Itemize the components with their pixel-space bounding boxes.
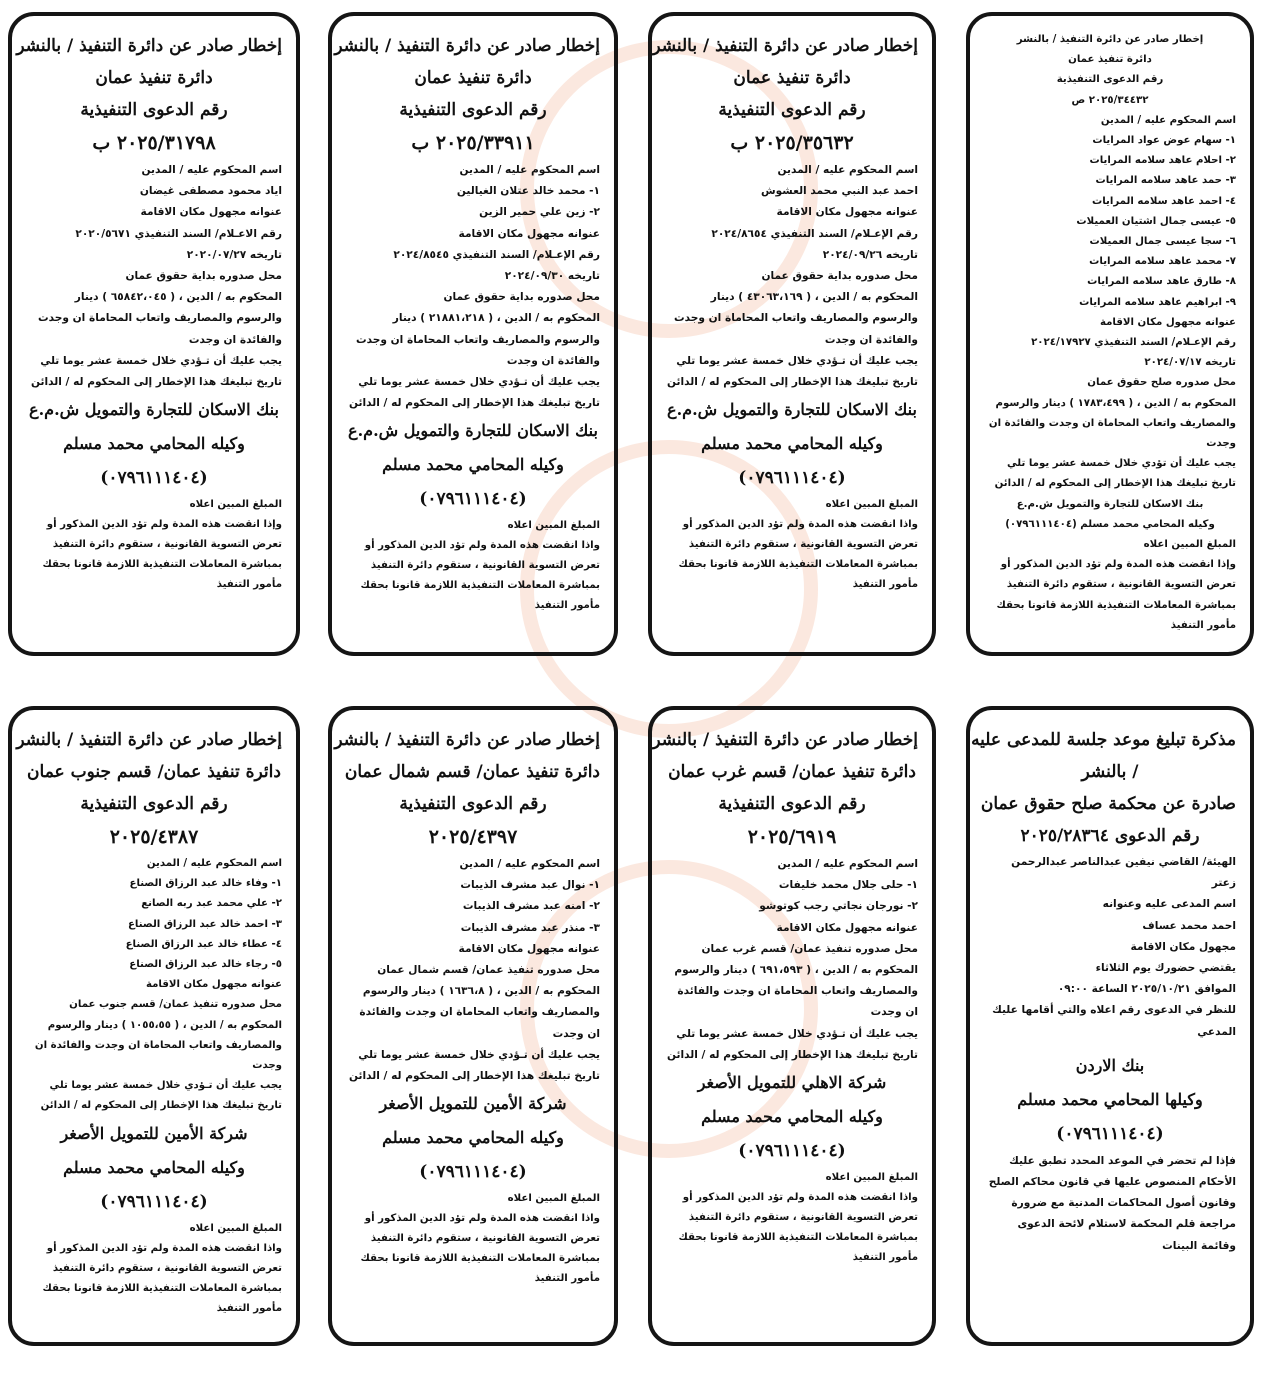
address-line: عنوانه مجهول مكان الاقامة: [458, 942, 600, 955]
creditor-company: شركة الاهلي للتمويل الأصغر: [697, 1073, 887, 1093]
case-label: رقم الدعوى التنفيذية: [1056, 74, 1164, 86]
debtor-line: ١- وفاء خالد عبد الرزاق الصناع: [129, 878, 282, 890]
officer-signature: مأمور التنفيذ: [534, 1273, 600, 1285]
debtor-line: احمد عبد النبي محمد العشوش: [761, 185, 918, 198]
debtor-line: ٣- منذر عبد مشرف الذيبات: [460, 921, 600, 934]
debtor-line: اياد محمود مصطفى غيضان: [139, 185, 282, 198]
officer-signature: مأمور التنفيذ: [852, 579, 918, 591]
officer-signature: مأمور التنفيذ: [852, 1252, 918, 1264]
debtor-line: اسم المحكوم عليه / المدين: [777, 164, 918, 176]
notice-court-summons-28364: [966, 706, 1254, 1346]
payment-warning: يجب عليك أن تـؤدي خلال خمسة عشر يوما تلي تاريخ تبليغك هذا الإخطار إلى المحكوم له / الدائن: [349, 1048, 600, 1083]
address-line: عنوانه مجهول مكان الاقامة: [776, 206, 918, 219]
judgment-amount: المحكوم به / الدين ، ( ١٠٥٥،٥٥ ) دينار والرسوم والمصاريف واتعاب المحاماة ان وجدت والفائدة ان وجدت: [34, 1019, 282, 1072]
ruling-number: رقم الإعـلام/ السند التنفيذي ٢٠٢٤/١٧٩٢٧: [1031, 337, 1236, 349]
case-number: ٢٠٢٥/٣٣٩١١ ب: [411, 132, 535, 154]
lawyer-phone: (٠٧٩٦١١١٤٠٤): [100, 1191, 208, 1212]
case-label: رقم الدعوى التنفيذية: [399, 794, 547, 814]
amount-note: المبلغ المبين اعلاه: [825, 499, 918, 511]
issuing-court: محل صدوره صلح حقوق عمان: [1087, 377, 1236, 389]
lawyer-name: وكيله المحامي محمد مسلم: [382, 455, 564, 475]
creditor-company: شركة الأمين للتمويل الأصغر: [379, 1094, 567, 1114]
judgment-amount: المحكوم به / الدين ، ( ٦٩١،٥٩٣ ) دينار والرسوم والمصاريف واتعاب المحاماة ان وجدت والفائدة ان وجدت: [674, 964, 918, 1019]
department: دائرة تنفيذ عمان: [1068, 54, 1152, 66]
lawyer-name: وكيلها المحامي محمد مسلم: [1017, 1089, 1203, 1109]
notice-execution-6919: [648, 706, 936, 1346]
notice-title: إخطار صادر عن دائرة التنفيذ / بالنشر: [334, 730, 600, 750]
lawyer-name: وكيله المحامي محمد مسلم: [701, 434, 883, 454]
case-number: رقم الدعوى ٢٠٢٥/٢٨٣٦٤: [1020, 826, 1200, 846]
case-number: ٢٠٢٥/٣١٧٩٨ ب: [92, 132, 216, 154]
department: دائرة تنفيذ عمان/ قسم جنوب عمان: [27, 762, 281, 782]
creditor-bank: بنك الاسكان للتجارة والتمويل ش.م.ع: [29, 400, 279, 420]
notice-title: إخطار صادر عن دائرة التنفيذ / بالنشر: [16, 730, 282, 750]
notice-execution-35632: [648, 12, 936, 656]
officer-signature: مأمور التنفيذ: [1170, 619, 1236, 631]
ruling-date: تاريخه ٢٠٢٤/٠٩/٢٦: [822, 248, 918, 261]
notice-title: إخطار صادر عن دائرة التنفيذ / بالنشر: [652, 36, 918, 56]
debtor-line: ٩- ابراهيم عاهد سلامه المرايات: [1079, 296, 1236, 308]
amount-note: المبلغ المبين اعلاه: [507, 1193, 600, 1205]
address-line: عنوانه مجهول مكان الاقامة: [140, 206, 282, 219]
defendant-line: احمد محمد عساف: [1142, 919, 1236, 932]
department: دائرة تنفيذ عمان: [95, 68, 213, 88]
address-line: عنوانه مجهول مكان الاقامة: [458, 227, 600, 240]
lawyer-phone: (٠٧٩٦١١١٤٠٤): [738, 468, 846, 489]
payment-warning: يجب عليك أن تـؤدي خلال خمسة عشر يوما تلي تاريخ تبليغك هذا الإخطار إلى المحكوم له / الدائن: [40, 1080, 282, 1112]
case-label: رقم الدعوى التنفيذية: [718, 794, 866, 814]
issuing-court: محل صدوره بداية حقوق عمان: [443, 291, 600, 304]
creditor-company: شركة الأمين للتمويل الأصغر: [60, 1123, 248, 1143]
officer-signature: مأمور التنفيذ: [534, 600, 600, 612]
ruling-date: تاريخه ٢٠٢٤/٠٩/٣٠: [504, 270, 600, 283]
issuing-court: محل صدوره تنفيذ عمان/ قسم شمال عمان: [377, 964, 600, 977]
debtor-line: اسم المحكوم عليه / المدين: [459, 164, 600, 176]
debtor-line: ٦- سجا عيسى جمال العميلات: [1089, 236, 1236, 248]
notice-title: إخطار صادر عن دائرة التنفيذ / بالنشر: [16, 36, 282, 56]
notice-subtitle: / بالنشر: [1081, 762, 1139, 782]
department: دائرة تنفيذ عمان/ قسم شمال عمان: [344, 762, 600, 782]
officer-signature: مأمور التنفيذ: [216, 1302, 282, 1314]
notice-execution-33911: [328, 12, 618, 656]
payment-warning: يجب عليك أن تؤدي خلال خمسة عشر يوما تلي تاريخ تبليغك هذا الإخطار إلى المحكوم له / الدائن: [994, 458, 1236, 490]
lawyer-phone: (٠٧٩٦١١١٤٠٤): [1056, 1123, 1164, 1144]
debtor-line: ٢- علي محمد عبد ربه الصانع: [141, 898, 282, 910]
payment-warning: يجب عليك أن تـؤدي خلال خمسة عشر يوما تلي تاريخ تبليغك هذا الإخطار إلى المحكوم له / الدائن: [667, 1027, 918, 1061]
lawyer-phone: (٠٧٩٦١١١٤٠٤): [738, 1141, 846, 1162]
debtor-line: ٨- طارق عاهد سلامه المرايات: [1087, 276, 1236, 288]
debtor-line: اسم المحكوم عليه / المدين: [146, 858, 282, 869]
case-label: رقم الدعوى التنفيذية: [80, 794, 228, 814]
department: دائرة تنفيذ عمان/ قسم غرب عمان: [668, 762, 916, 782]
department: دائرة تنفيذ عمان: [414, 68, 532, 88]
plaintiff-bank: بنك الاردن: [1075, 1055, 1145, 1075]
debtor-line: ٢- زين علي حمير الزين: [479, 206, 600, 219]
issuing-court: محل صدوره بداية حقوق عمان: [125, 270, 282, 283]
notice-title: مذكرة تبليغ موعد جلسة للمدعى عليه: [971, 730, 1236, 750]
debtor-line: ٢- امنه عبد مشرف الذيبات: [462, 900, 600, 913]
case-number: ٢٠٢٥/٦٩١٩: [747, 826, 837, 848]
officer-signature: مأمور التنفيذ: [216, 579, 282, 591]
debtor-line: اسم المحكوم عليه / المدين: [777, 858, 918, 870]
debtor-line: ٥- عيسى جمال اشتيان العميلات: [1076, 215, 1236, 227]
issuing-court: محل صدوره تنفيذ عمان/ قسم جنوب عمان: [69, 999, 282, 1011]
case-label: رقم الدعوى التنفيذية: [80, 100, 228, 120]
notice-title: إخطار صادر عن دائرة التنفيذ / بالنشر: [1016, 34, 1204, 45]
notice-title: إخطار صادر عن دائرة التنفيذ / بالنشر: [652, 730, 918, 750]
issuing-court: محل صدوره تنفيذ عمان/ قسم غرب عمان: [701, 942, 918, 955]
issuing-court: محل صدوره بداية حقوق عمان: [761, 270, 918, 283]
judgment-amount: المحكوم به / الدين ، ( ٦٥٨٤٢،٠٤٥ ) دينار والرسوم والمصاريف واتعاب المحاماة ان وجدت والفائدة ان وجدت: [37, 291, 282, 346]
ruling-number: رقم الإعـلام/ السند التنفيذي ٢٠٢٤/٨٥٤٥: [393, 248, 600, 261]
payment-warning: يجب عليك أن تـؤدي خلال خمسة عشر يوما تلي تاريخ تبليغك هذا الإخطار إلى المحكوم له / الدائن: [31, 354, 282, 389]
address-line: عنوانه مجهول مكان الاقامة: [1099, 316, 1236, 328]
address-line: عنوانه مجهول مكان الاقامة: [145, 979, 282, 991]
ruling-number: رقم الاعـلام/ السند التنفيذي ٢٠٢٠/٥٦٧١: [75, 227, 282, 240]
debtor-line: اسم المحكوم عليه / المدين: [141, 164, 282, 176]
notice-execution-31798: [8, 12, 300, 656]
hearing-day: يقتضي حضورك يوم الثلاثاء: [1095, 962, 1236, 975]
hearing-date-time: الموافق ٢٠٢٥/١٠/٢١ الساعة ٠٩:٠٠: [1057, 983, 1236, 996]
judge-panel: الهيئة/ القاضي نيفين عبدالناصر عبدالرحمن زعتر: [1011, 856, 1236, 890]
closing-text: واذا انقضت هذه المدة ولم تؤد الدين المذكور أو تعرض التسوية القانونية ، ستقوم دائرة التنفيذ بمباشرة المعاملات التنفيذية اللازمة قانونا بحقك: [360, 540, 600, 592]
notice-execution-4397: [328, 706, 618, 1346]
debtor-line: ٢- نورجان نجاتي رجب كوتوشو: [759, 900, 918, 913]
amount-note: المبلغ المبين اعلاه: [189, 499, 282, 511]
judgment-amount: المحكوم به / الدين ، ( ٢١٨٨١،٢١٨ ) دينار والرسوم والمصاريف واتعاب المحاماة ان وجدت والفائدة ان وجدت: [355, 312, 600, 367]
case-label: رقم الدعوى التنفيذية: [399, 100, 547, 120]
closing-text: واذا انقضت هذه المدة ولم تؤد الدين المذكور أو تعرض التسوية القانونية ، ستقوم دائرة التنفيذ بمباشرة المعاملات التنفيذية اللازمة قانونا بحقك: [678, 519, 918, 571]
debtor-line: اسم المحكوم عليه / المدين: [459, 858, 600, 870]
judgment-amount: المحكوم به / الدين ، ( ١٧٨٣،٤٩٩ ) دينار والرسوم والمصاريف واتعاب المحاماة ان وجدت والفائدة ان وجدت: [988, 397, 1236, 450]
case-number: ٢٠٢٥/٣٥٦٣٢ ب: [730, 132, 854, 154]
payment-warning: يجب عليك أن تـؤدي خلال خمسة عشر يوما تلي تاريخ تبليغك هذا الإخطار إلى المحكوم له / الدائن: [667, 354, 918, 389]
case-number: ٢٠٢٥/٤٣٩٧: [428, 826, 518, 848]
case-label: رقم الدعوى التنفيذية: [718, 100, 866, 120]
lawyer-phone: (٠٧٩٦١١١٤٠٤): [100, 468, 208, 489]
debtor-line: ٤- احمد عاهد سلامه المرايات: [1091, 195, 1236, 207]
closing-text: فإذا لم تحضر في الموعد المحدد تطبق عليك الأحكام المنصوص عليها في قانون محاكم الصلح وقانون أصول المحاكمات المدنية مع ضرورة مراجعة قلم المحكمة لاستلام لائحة الدعوى وقائمة البينات: [988, 1154, 1236, 1252]
debtor-line: ٢- احلام عاهد سلامه المرايات: [1089, 155, 1236, 167]
debtor-line: ١- حلى جلال محمد خليفات: [778, 879, 918, 892]
debtor-line: اسم المحكوم عليه / المدين: [1100, 114, 1236, 126]
lawyer-phone: (٠٧٩٦١١١٤٠٤): [419, 1162, 527, 1183]
debtor-line: ١- سهام عوض عواد المرايات: [1092, 135, 1236, 147]
creditor-bank: بنك الاسكان للتجارة والتمويل ش.م.ع: [1016, 498, 1204, 510]
ruling-date: تاريخه ٢٠٢٤/٠٧/١٧: [1144, 357, 1236, 369]
lawyer-name: وكيله المحامي محمد مسلم: [382, 1128, 564, 1148]
debtor-line: ٧- محمد عاهد سلامه المرايات: [1089, 256, 1236, 268]
lawyer-line: وكيله المحامي محمد مسلم (٠٧٩٦١١١٤٠٤): [1005, 518, 1215, 530]
payment-warning: يجب عليك أن تـؤدي خلال خمسة عشر يوما تلي تاريخ تبليغك هذا الإخطار إلى المحكوم له / الدائن: [349, 376, 600, 410]
ruling-number: رقم الإعـلام/ السند التنفيذي ٢٠٢٤/٨٦٥٤: [711, 227, 918, 240]
notice-execution-4387: [8, 706, 300, 1346]
debtor-line: ٤- عطاء خالد عبد الرزاق الصناع: [125, 938, 282, 950]
closing-text: وإذا انقضت هذه المدة ولم تؤد الدين المذكور أو تعرض التسوية القانونية ، ستقوم دائرة التنفيذ بمباشرة المعاملات التنفيذية اللازمة قانونا بحقك: [996, 559, 1236, 611]
lawyer-name: وكيله المحامي محمد مسلم: [63, 434, 245, 454]
judgment-amount: المحكوم به / الدين ، ( ٤٣٠٦٣،١٦٩ ) دينار والرسوم والمصاريف واتعاب المحاماة ان وجدت والفائدة ان وجدت: [673, 291, 918, 346]
amount-note: المبلغ المبين اعلاه: [1143, 539, 1236, 551]
debtor-line: ٣- حمد عاهد سلامه المرايات: [1095, 175, 1236, 187]
notice-execution-34432: [966, 12, 1254, 656]
department: دائرة تنفيذ عمان: [733, 68, 851, 88]
lawyer-name: وكيله المحامي محمد مسلم: [63, 1157, 245, 1177]
debtor-line: ١- محمد خالد عتلان الغيالين: [456, 185, 600, 198]
case-number: ٢٠٢٥/٤٣٨٧: [109, 826, 199, 848]
defendant-line: مجهول مكان الاقامة: [1130, 940, 1236, 953]
case-number: ٢٠٢٥/٣٤٤٣٢ ص: [1071, 94, 1149, 106]
closing-text: واذا انقضت هذه المدة ولم تؤد الدين المذكور أو تعرض التسوية القانونية ، ستقوم دائرة التنفيذ بمباشرة المعاملات التنفيذية اللازمة قانونا بحقك: [42, 1242, 282, 1294]
hearing-purpose: للنظر في الدعوى رقم اعلاه والتي أقامها عليك المدعي: [992, 1004, 1236, 1038]
amount-note: المبلغ المبين اعلاه: [825, 1172, 918, 1184]
debtor-line: ١- نوال عبد مشرف الذيبات: [460, 879, 600, 892]
debtor-line: ٣- احمد خالد عبد الرزاق الصناع: [127, 918, 282, 930]
creditor-bank: بنك الاسكان للتجارة والتمويل ش.م.ع: [348, 421, 598, 441]
notice-title: إخطار صادر عن دائرة التنفيذ / بالنشر: [334, 36, 600, 56]
lawyer-phone: (٠٧٩٦١١١٤٠٤): [419, 489, 527, 510]
closing-text: وإذا انقضت هذه المدة ولم تؤد الدين المذكور أو تعرض التسوية القانونية ، ستقوم دائرة التنفيذ بمباشرة المعاملات التنفيذية اللازمة قانونا بحقك: [42, 519, 282, 571]
issuing-court: صادرة عن محكمة صلح حقوق عمان: [980, 794, 1236, 814]
amount-note: المبلغ المبين اعلاه: [507, 520, 600, 532]
amount-note: المبلغ المبين اعلاه: [189, 1222, 282, 1234]
judgment-amount: المحكوم به / الدين ، ( ١٦٣٦،٨ ) دينار والرسوم والمصاريف واتعاب المحاماة ان وجدت والفائدة ان وجدت: [359, 985, 600, 1040]
closing-text: واذا انقضت هذه المدة ولم تؤد الدين المذكور أو تعرض التسوية القانونية ، ستقوم دائرة التنفيذ بمباشرة المعاملات التنفيذية اللازمة قانونا بحقك: [360, 1213, 600, 1265]
closing-text: واذا انقضت هذه المدة ولم تؤد الدين المذكور أو تعرض التسوية القانونية ، ستقوم دائرة التنفيذ بمباشرة المعاملات التنفيذية اللازمة قانونا بحقك: [678, 1192, 918, 1244]
ruling-date: تاريخه ٢٠٢٠/٠٧/٢٧: [186, 248, 282, 261]
lawyer-name: وكيله المحامي محمد مسلم: [701, 1107, 883, 1127]
debtor-line: ٥- رجاء خالد عبد الرزاق الصناع: [129, 959, 282, 971]
creditor-bank: بنك الاسكان للتجارة والتمويل ش.م.ع: [667, 400, 917, 420]
defendant-line: اسم المدعى عليه وعنوانه: [1102, 898, 1236, 911]
address-line: عنوانه مجهول مكان الاقامة: [776, 921, 918, 934]
